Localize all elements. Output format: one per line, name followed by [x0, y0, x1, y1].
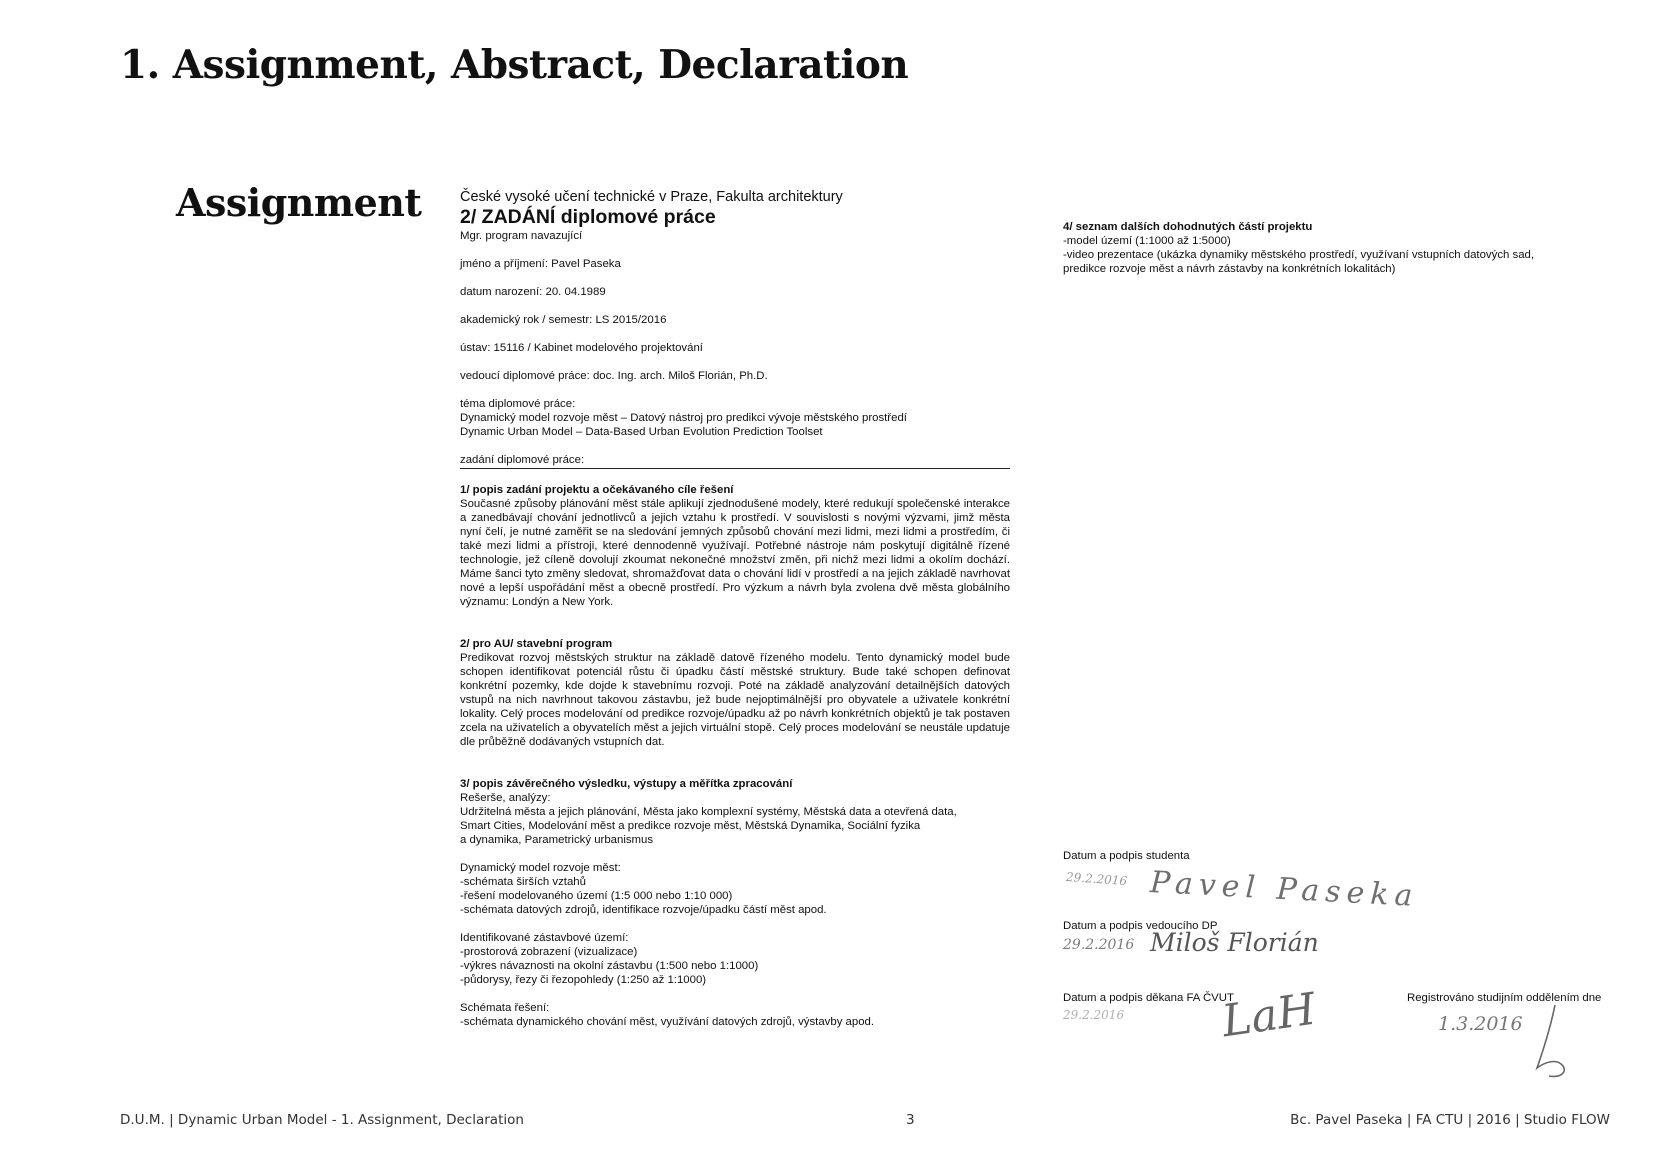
- area-block: [460, 931, 1010, 987]
- research-line: a dynamika, Parametrický urbanismus: [460, 834, 654, 846]
- dean-signature: LaH: [1218, 983, 1319, 1048]
- registry-signature-mark: [1525, 1000, 1585, 1080]
- field-institute: ústav: 15116 / Kabinet modelového projektování: [460, 342, 703, 354]
- research-line: Udržitelná města a jejich plánování, Města jako komplexní systémy, Městská data a otevřená data,: [460, 806, 957, 818]
- area-label: Identifikované zástavbové území:: [460, 932, 629, 944]
- section-2-heading: 2/ pro AU/ stavební program: [460, 638, 613, 650]
- section-1: [460, 483, 1010, 609]
- student-signature-label: Datum a podpis studenta: [1063, 850, 1190, 862]
- dean-signature-date: 29.2.2016: [1063, 1008, 1125, 1022]
- model-line: -schémata širších vztahů: [460, 876, 586, 888]
- assignment-label: zadání diplomové práce:: [460, 453, 1010, 469]
- topic-block: [460, 397, 1010, 439]
- area-line: -výkres návaznosti na okolní zástavbu (1:500 nebo 1:1000): [460, 960, 759, 972]
- section-2-text: Predikovat rozvoj městských struktur na základě datově řízeného modelu. Tento dynamický model bude schopen identifikovat potenciál růstu či úpadku částí městské struktury. Bude také schopen definovat konkrétní pozemky, kde dojde k stavebnímu rozvoji. Poté na základě analyzování detailnějších datových vstupů na nich navrhnout takovou zástavbu, jež bude nejoptimálnější pro obyvatele a uživatele konkrétní lokality. Celý proces modelování od predikce rozvoje/úpadku až po návrh konkrétních objektů je tak postaven zcela na uživatelích a obyvatelích měst a jejich virtuální stopě. Celý proces modelování se neustále updatuje dle průběžně dodávaných vstupních dat.: [460, 652, 1010, 748]
- area-line: -prostorová zobrazení (vizualizace): [460, 946, 638, 958]
- research-line: Smart Cities, Modelování měst a predikce rozvoje měst, Městská Dynamika, Sociální fyzika: [460, 820, 921, 832]
- section-1-heading: 1/ popis zadání projektu a očekávaného cíle řešení: [460, 484, 734, 496]
- schema-label: Schémata řešení:: [460, 1002, 550, 1014]
- topic-label: téma diplomové práce:: [460, 398, 576, 410]
- section-title: Assignment: [176, 180, 422, 225]
- section-4-line: predikce rozvoje měst a návrh zástavby na konkrétních lokalitách): [1063, 263, 1396, 275]
- document-title: 2/ ZADÁNÍ diplomové práce: [460, 206, 716, 228]
- schema-block: [460, 1001, 1010, 1029]
- field-academic-year: akademický rok / semestr: LS 2015/2016: [460, 314, 667, 326]
- registry-label: Registrováno studijním oddělením dne: [1407, 992, 1602, 1004]
- topic-cz: Dynamický model rozvoje měst – Datový nástroj pro predikci vývoje městského prostředí: [460, 412, 907, 424]
- institution-name: České vysoké učení technické v Praze, Fakulta architektury: [460, 189, 843, 205]
- assignment-document: [460, 189, 1010, 1029]
- topic-en: Dynamic Urban Model – Data-Based Urban Evolution Prediction Toolset: [460, 426, 823, 438]
- footer-left: D.U.M. | Dynamic Urban Model - 1. Assignment, Declaration: [120, 1112, 524, 1128]
- model-label: Dynamický model rozvoje měst:: [460, 862, 621, 874]
- student-signature-date: 29.2.2016: [1065, 869, 1128, 889]
- supervisor-signature: Miloš Florián: [1150, 928, 1319, 957]
- section-3-heading: 3/ popis závěrečného výsledku, výstupy a měřítka zpracování: [460, 778, 793, 790]
- schema-line: -schémata dynamického chování měst, využívání datových zdrojů, výstavby apod.: [460, 1016, 875, 1028]
- model-line: -řešení modelovaného území (1:5 000 nebo 1:10 000): [460, 890, 733, 902]
- footer-right: Bc. Pavel Paseka | FA CTU | 2016 | Studio FLOW: [1290, 1112, 1610, 1128]
- supervisor-signature-date: 29.2.2016: [1063, 937, 1135, 953]
- section-4-line: -model území (1:1000 až 1:5000): [1063, 235, 1231, 247]
- model-line: -schémata datových zdrojů, identifikace rozvoje/úpadku částí měst apod.: [460, 904, 827, 916]
- section-2: [460, 637, 1010, 749]
- section-4: [1063, 220, 1603, 276]
- model-block: [460, 861, 1010, 917]
- study-program: Mgr. program navazující: [460, 230, 583, 242]
- field-name: jméno a příjmení: Pavel Paseka: [460, 258, 621, 270]
- field-birth-date: datum narození: 20. 04.1989: [460, 286, 606, 298]
- section-1-text: Současné způsoby plánování měst stále aplikují zjednodušené modely, které redukují společenské interakce a zanedbávají chování jednotlivců a jejich vztahu k prostředí. V souvislosti s novými výzvami, jimž města nyní čelí, je nutné zaměřit se na sledování jemných způsobů chování mezi lidmi, mezi lidmi a prostředím, či také mezi lidmi a přístroji, které dennodenně využívají. Potřebné nástroje nám poskytují digitálně řízené technologie, jež cíleně dovolují zkoumat nekonečné množství změn, při nichž mezi lidmi a okolím dochází. Máme šanci tyto změny sledovat, shromažďovat data o chování lidí v prostředí a na jejich základě navrhovat nové a lepší uspořádání měst a obecně prostředí. Pro výzkum a návrh byla zvolena dvě města globálního významu: Londýn a New York.: [460, 498, 1010, 608]
- footer-page-number: 3: [906, 1112, 915, 1128]
- dean-signature-label: Datum a podpis děkana FA ČVUT: [1063, 992, 1234, 1004]
- research-label: Rešerše, analýzy:: [460, 792, 551, 804]
- student-signature: Pavel Paseka: [1149, 864, 1420, 915]
- section-3: [460, 777, 1010, 1029]
- registry-date: 1.3.2016: [1438, 1013, 1523, 1035]
- page-heading: 1. Assignment, Abstract, Declaration: [120, 42, 909, 88]
- field-supervisor: vedoucí diplomové práce: doc. Ing. arch. Miloš Florián, Ph.D.: [460, 370, 768, 382]
- section-4-heading: 4/ seznam dalších dohodnutých částí projektu: [1063, 221, 1313, 233]
- section-4-line: -video prezentace (ukázka dynamiky městského prostředí, využívaní vstupních datových sad,: [1063, 249, 1535, 261]
- supervisor-signature-label: Datum a podpis vedoucího DP: [1063, 920, 1218, 932]
- area-line: -půdorysy, řezy či řezopohledy (1:250 až 1:1000): [460, 974, 707, 986]
